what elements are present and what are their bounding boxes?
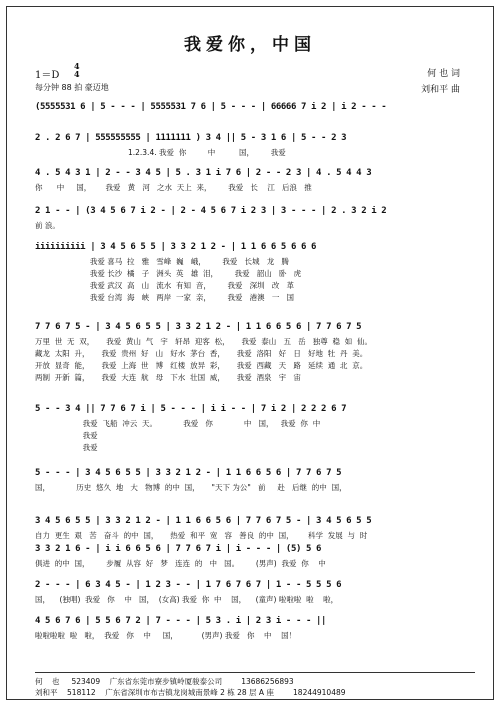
- lyric-line: 我爱 飞船 冲云 天。 我爱 你 中 国， 我爱 你 中: [35, 419, 321, 428]
- notation-line: 3 3 2 1 6 - | i i 6 6 5 6 | 7 7 6 7 i | i - - - | (5) 5 6: [35, 544, 322, 554]
- notation-line: iiiiiiiiii | 3 4 5 6 5 5 | 3 3 2 1 2 - | 1 1 6 6 5 6 6 6: [35, 242, 317, 252]
- composer-credit: 刘和平 曲: [421, 85, 460, 95]
- time-denominator: 4: [74, 69, 80, 79]
- notation-line: 2 - - - | 6 3 4 5 - | 1 2 3 - - | 1 7 6 7 6 7 | 1 - - 5 5 5 6: [35, 580, 342, 590]
- notation-line: (5555531 6 | 5 - - - | 5555531 7 6 | 5 - - - | 66666 7 i 2 | i 2 - - -: [35, 102, 387, 112]
- lyric-line: 我爱: [35, 431, 98, 440]
- song-title: 我爱你，中国: [184, 35, 316, 55]
- notation-line: 4 5 6 7 6 | 5 5 6 7 2 | 7 - - - | 5 3 . i | 2 3 i - - - ||: [35, 616, 327, 626]
- lyric-line: 国， (独唱) 我爱 你 中 国， (女高) 我爱 你 中 国， (童声) 啦啦啦 啦 啦，: [35, 595, 339, 604]
- lyric-line: 国， 历史 悠久 地 大 物博 的中 国， "天下 为公" 前 赴 后继 的中 国，: [35, 483, 347, 492]
- lyric-line: 啦啦啦啦 啦 啦， 我爱 你 中 国， (男声) 我爱 你 中 国！: [35, 631, 297, 640]
- time-signature: [74, 62, 80, 78]
- time-numerator: 4: [74, 61, 80, 71]
- lyricist-credit: 何 也 词: [427, 69, 460, 79]
- notation-line: 5 - - 3 4 || 7 7 6 7 i | 5 - - - | i i - - | 7 i 2 | 2 2 2 6 7: [35, 404, 347, 414]
- contact-footer: [35, 676, 475, 698]
- notation-line: 2 . 2 6 7 | 555555555 | 1111111 ) 3 4 || 5 - 3 1 6 | 5 - - 2 3: [35, 133, 347, 143]
- lyric-line: 藏龙 太阳 升， 我爱 贵州 好 山 好水 茅台 香， 我爱 洛阳 好 日 好地 牡 丹 美。: [35, 349, 368, 358]
- tempo-marking: 每分钟 88 拍 豪迈地: [35, 83, 109, 92]
- lyric-line: 我爱 喜马 拉 雅 雪峰 巍 峨， 我爱 长城 龙 腾: [35, 257, 289, 266]
- contact-line: 刘和平 518112 广东省深圳市布吉镇龙岗城南景峰 2 栋 28 层 A 座 18244910489: [35, 688, 346, 697]
- lyric-line: 开放 显奇 能， 我爱 上海 世 博 红楼 放异 彩， 我爱 西藏 天 路 延续 通 北 京。: [35, 361, 368, 370]
- lyric-line: 1.2.3.4. 我爱 你 中 国， 我爱: [35, 148, 286, 157]
- lyric-line: 两制 开新 篇， 我爱 大连 航 母 下水 壮国 威， 我爱 酒泉 宇 宙: [35, 373, 301, 382]
- lyric-line: 万里 世 无 双， 我爱 黄山 气 宇 轩昂 迎客 松， 我爱 泰山 五 岳 独尊 稳 如 仙。: [35, 337, 373, 346]
- lyric-line: 我爱 长沙 橘 子 洲头 英 雄 泪， 我爱 韶山 卧 虎: [35, 269, 302, 278]
- notation-line: 5 - - - | 3 4 5 6 5 5 | 3 3 2 1 2 - | 1 1 6 6 5 6 | 7 7 6 7 5: [35, 468, 342, 478]
- lyric-line: 前 浪。: [35, 221, 60, 230]
- contact-line: 何 也 523409 广东省东莞市寮步镇岭厦骏泰公司 13686256893: [35, 677, 294, 686]
- lyric-line: 我爱 武汉 高 山 流水 有知 音， 我爱 深圳 改 革: [35, 281, 294, 290]
- key-signature: 1＝D: [35, 70, 60, 81]
- lyric-line: 你 中 国， 我爱 黄 河 之水 天上 来， 我爱 长 江 后浪 推: [35, 183, 312, 192]
- notation-line: 3 4 5 6 5 5 | 3 3 2 1 2 - | 1 1 6 6 5 6 | 7 7 6 7 5 - | 3 4 5 6 5 5: [35, 516, 372, 526]
- notation-line: 4 . 5 4 3 1 | 2 - - 3 4 5 | 5 . 3 1 i 7 6 | 2 - - 2 3 | 4 . 5 4 4 3: [35, 168, 372, 178]
- lyric-line: 我爱: [35, 443, 98, 452]
- footer-divider: [35, 672, 475, 673]
- lyric-line: 我爱 台湾 海 峡 两岸 一家 亲， 我爱 港澳 一 国: [35, 293, 294, 302]
- notation-line: 2 1 - - | (3 4 5 6 7 i 2 - | 2 - 4 5 6 7 i 2 3 | 3 - - - | 2 . 3 2 i 2: [35, 206, 387, 216]
- notation-line: 7 7 6 7 5 - | 3 4 5 6 5 5 | 3 3 2 1 2 - | 1 1 6 6 5 6 | 7 7 6 7 5: [35, 322, 362, 332]
- lyric-line: 俱进 的中 国， 步履 从容 好 梦 连连 的 中 国。 (男声) 我爱 你 中: [35, 559, 326, 568]
- lyric-line: 自力 更生 艰 苦 奋斗 的中 国， 热爱 和平 宽 容 善良 的中 国， 科学 发展 与 时: [35, 531, 368, 540]
